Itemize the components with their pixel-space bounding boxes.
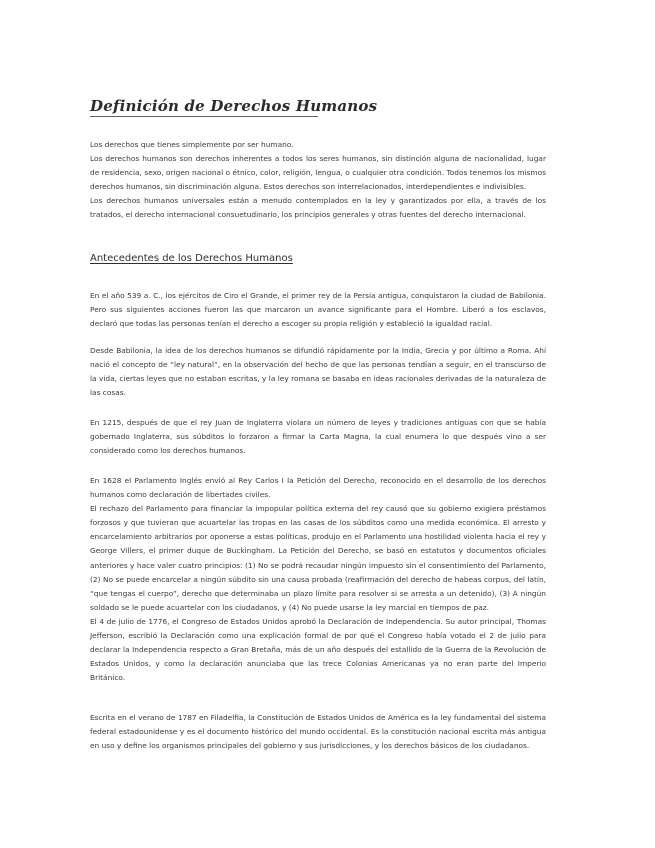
paragraph bbox=[90, 416, 546, 458]
document-title: Definición de Derechos Humanos bbox=[90, 97, 378, 115]
intro-line: Los derechos que tienes simplemente por ser humano. bbox=[90, 140, 294, 149]
intro-line: Los derechos humanos universales están a menudo contemplados en la ley y garantizados por ella, a través de los tratados, el derecho internacional consuetudinario, los principios generales y otras fuentes del derecho internacional. bbox=[90, 196, 546, 220]
title-underline bbox=[90, 116, 318, 117]
paragraph bbox=[90, 711, 546, 753]
paragraph-text: El rechazo del Parlamento para financiar la impopular política externa del rey causó que su gobierno exigiera préstamos forzosos y que tuvieran que acuartelar las tropas en las casas de los súbditos como una medida económica. El arresto y encarcelamiento arbitrarios por oponerse a estas políticas, produjo en el Parlamento una hostilidad violenta hacia el rey y George Villers, el primer duque de Buckingham. La Petición del Derecho, se basó en estatutos y documentos oficiales anteriores y hace valer cuatro principios: (1) No se podrá recaudar ningún impuesto sin el consentimiento del Parlamento, (2) No se puede encarcelar a ningún súbdito sin una causa probada (reafirmación del derecho de habeas corpus, del latín, “que tengas el cuerpo”, derecho que determinaba un plazo límite para resolver si se arresta a un detenido), (3) A ningún soldado se le puede acuartelar con los ciudadanos, y (4) No puede usarse la ley marcial en tiempos de paz. bbox=[90, 504, 546, 612]
paragraph-text: Escrita en el verano de 1787 en Filadelfia, la Constitución de Estados Unidos de América es la ley fundamental del sistema federal estadounidense y es el documento histórico del mundo occidental. Es la constitución nacional escrita más antigua en uso y define los organismos principales del gobierno y sus jurisdicciones, y los derechos básicos de los ciudadanos. bbox=[90, 713, 546, 751]
section-title: Antecedentes de los Derechos Humanos bbox=[90, 253, 293, 264]
paragraph-text: Desde Babilonia, la idea de los derechos humanos se difundió rápidamente por la India, Grecia y por último a Roma. Ahí nació el concepto de “ley natural”, en la observación del hecho de que las personas tendían a seguir, en el transcurso de la vida, ciertas leyes que no estaban escritas, y la ley romana se basaba en ideas racionales derivadas de la naturaleza de las cosas. bbox=[90, 346, 546, 398]
paragraph-text: En 1215, después de que el rey Juan de Inglaterra violara un número de leyes y tradiciones antiguas con que se había gobernado Inglaterra, sus súbditos lo forzaron a firmar la Carta Magna, la cual enumera lo que después vino a ser considerado como los derechos humanos. bbox=[90, 418, 546, 456]
paragraph-text: El 4 de julio de 1776, el Congreso de Estados Unidos aprobó la Declaración de Independencia. Su autor principal, Thomas Jefferson, escribió la Declaración como una explicación formal de por qué el Congreso había votado el 2 de julio para declarar la Independencia respecto a Gran Bretaña, más de un año después del estallido de la Guerra de la Revolución de Estados Unidos, y como la declaración anunciaba que las trece Colonias Americanas ya no eran parte del Imperio Británico. bbox=[90, 616, 546, 683]
paragraph bbox=[90, 344, 546, 400]
paragraph bbox=[90, 289, 546, 331]
paragraph-text: En el año 539 a. C., los ejércitos de Ciro el Grande, el primer rey de la Persia antigua, conquistaron la ciudad de Babilonia. Pero sus siguientes acciones fueron las que marcaron un avance significante para el Hombre. Liberó a los esclavos, declaró que todas las personas tenían el derecho a escoger su propia religión y estableció la igualdad racial. bbox=[90, 291, 546, 329]
intro-line: Los derechos humanos son derechos inherentes a todos los seres humanos, sin distinción alguna de nacionalidad, lugar de residencia, sexo, origen nacional o étnico, color, religión, lengua, o cualquier otra condición. Todos tenemos los mismos derechos humanos, sin discriminación alguna. Estos derechos son interrelacionados, interdependientes e indivisibles. bbox=[90, 154, 546, 192]
paragraph-group bbox=[90, 474, 546, 685]
intro-block bbox=[90, 138, 546, 223]
paragraph-text: En 1628 el Parlamento Inglés envió al Rey Carlos I la Petición del Derecho, reconocido en el desarrollo de los derechos humanos como declaración de libertades civiles. bbox=[90, 476, 546, 500]
